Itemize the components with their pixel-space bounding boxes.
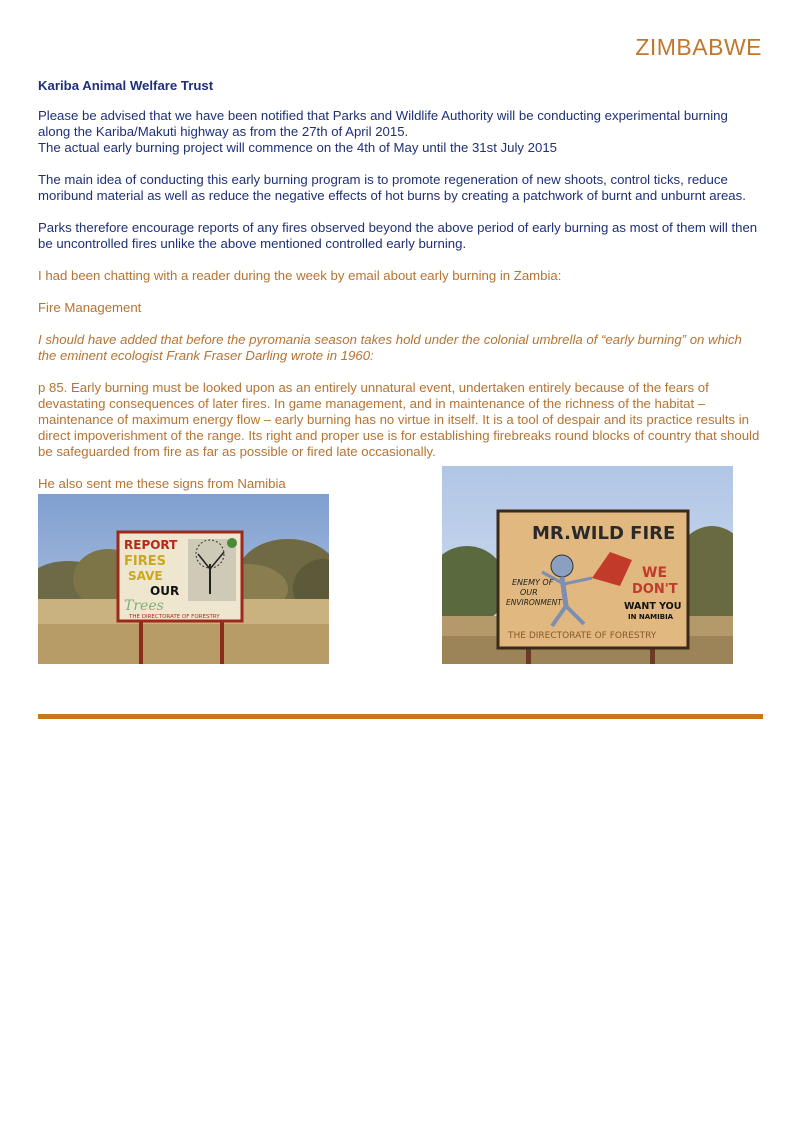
sign1-footer: THE DIRECTORATE OF FORESTRY bbox=[129, 614, 220, 620]
quote-body: p 85. Early burning must be looked upon as an entirely unnatural event, undertaken entirely because of the fears of devastating consequences of later fires. In game management, and in maintenance of the richness of the habitat – maintenance of maximum energy flow – early burning has no virtue in itself. It is a tool of despair and its practice results in direct impoverishment of the range. Its right and proper use is for establishing firebreaks round blocks of country that should be safeguarded from fire as far as possible or fired late occasionally. bbox=[38, 380, 760, 459]
notice-paragraph-3: Parks therefore encourage reports of any fires observed beyond the above period of early burning as most of them will then be uncontrolled fires unlike the above mentioned controlled early burning. bbox=[38, 220, 758, 251]
sign-photo-report-fires bbox=[38, 494, 329, 664]
signs-intro: He also sent me these signs from Namibia bbox=[38, 476, 286, 491]
notice-paragraph-1b: The actual early burning project will commence on the 4th of May until the 31st July 2015 bbox=[38, 140, 557, 155]
sign1-line1: REPORT bbox=[124, 538, 178, 552]
reader-paragraph: I had been chatting with a reader during the week by email about early burning in Zambia: bbox=[38, 268, 562, 283]
page-title: ZIMBABWE bbox=[635, 34, 762, 60]
sign1-line5: Trees bbox=[124, 598, 164, 614]
sign2-left-1: ENEMY OF bbox=[512, 578, 554, 587]
quote-intro: I should have added that before the pyromania season takes hold under the colonial umbrella of “early burning” on which the eminent ecologist Frank Fraser Darling wrote in 1960: bbox=[38, 332, 742, 363]
sign1-line4: OUR bbox=[150, 584, 180, 598]
sign1-line2: FIRES bbox=[124, 554, 166, 569]
sign2-left-3: ENVIRONMENT bbox=[506, 598, 562, 607]
sign2-right-4: IN NAMIBIA bbox=[628, 613, 674, 621]
notice-paragraph-2: The main idea of conducting this early burning program is to promote regeneration of new shoots, control ticks, reduce moribund material as well as reduce the negative effects of hot burns by creating a patchwork of burnt and unburnt areas. bbox=[38, 172, 746, 203]
sign2-right-2: DON'T bbox=[632, 582, 678, 597]
sign1-line3: SAVE bbox=[128, 569, 163, 583]
sign2-title: MR.WILD FIRE bbox=[532, 523, 676, 544]
sign2-footer: THE DIRECTORATE OF FORESTRY bbox=[508, 631, 657, 641]
article-body bbox=[38, 78, 762, 492]
org-heading: Kariba Animal Welfare Trust bbox=[38, 78, 214, 93]
sign2-right-3: WANT YOU bbox=[624, 601, 682, 612]
notice-paragraph-1: Please be advised that we have been notified that Parks and Wildlife Authority will be conducting experimental burning along the Kariba/Makuti highway as from the 27th of April 2015. bbox=[38, 108, 728, 139]
sign2-right-1: WE bbox=[642, 565, 668, 581]
sign2-left-2: OUR bbox=[520, 588, 538, 597]
section-divider bbox=[38, 714, 763, 719]
sign-photo-mr-wild-fire bbox=[442, 466, 733, 664]
subheading: Fire Management bbox=[38, 300, 142, 315]
